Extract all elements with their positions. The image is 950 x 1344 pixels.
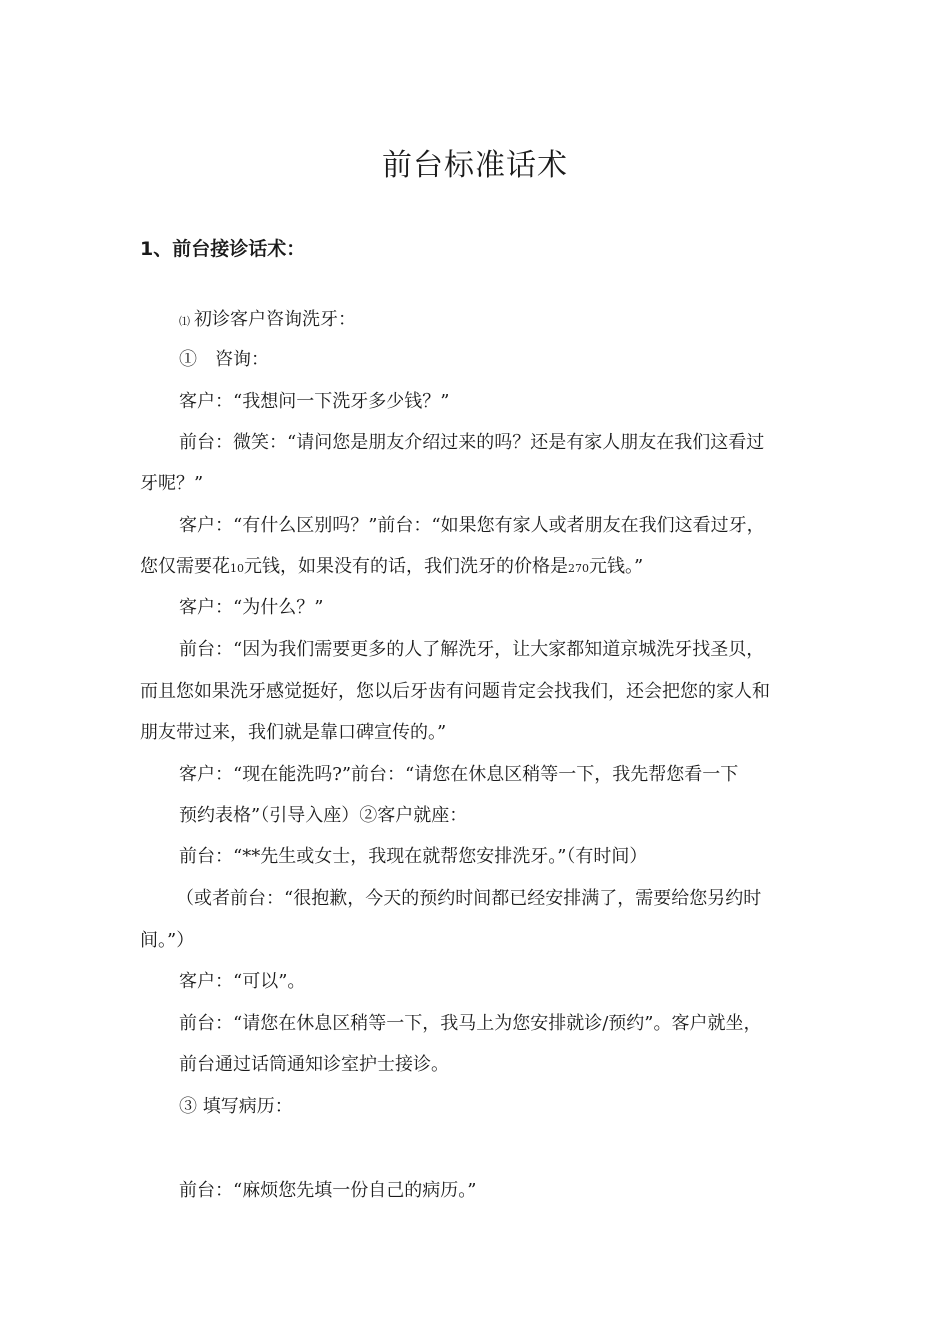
subsection-heading bbox=[179, 311, 356, 329]
paragraph-line bbox=[140, 558, 643, 576]
paragraph-line: 前台通过话筒通知诊室护士接诊。 bbox=[179, 1054, 449, 1075]
price-number: 10 bbox=[230, 562, 244, 575]
paragraph-line: 前台：“请您在休息区稍等一下，我马上为您安排就诊/预约”。客户就坐， bbox=[179, 1013, 762, 1034]
text-run: 元钱，如果没有的话，我们洗牙的价格是 bbox=[244, 556, 568, 577]
step-heading: ③ 填写病历： bbox=[179, 1096, 293, 1117]
paragraph-line: 前台：“**先生或女士，我现在就帮您安排洗牙。”（有时间） bbox=[179, 846, 648, 867]
paragraph-line: 前台：“麻烦您先填一份自己的病历。” bbox=[179, 1180, 477, 1201]
section-heading: 1、前台接诊话术： bbox=[140, 238, 306, 260]
subsection-marker: ⑴ bbox=[179, 315, 190, 328]
paragraph-line: 客户：“有什么区别吗？”前台：“如果您有家人或者朋友在我们这看过牙， bbox=[179, 515, 765, 536]
paragraph-line: 牙呢？” bbox=[140, 473, 204, 494]
paragraph-line: 客户：“我想问一下洗牙多少钱？” bbox=[179, 391, 450, 412]
text-run: 您仅需要花 bbox=[140, 556, 230, 577]
paragraph-line: 而且您如果洗牙感觉挺好，您以后牙齿有问题肯定会找我们，还会把您的家人和 bbox=[140, 681, 770, 702]
text-run: 元钱。” bbox=[589, 556, 644, 577]
step-heading: ① 咨询： bbox=[179, 349, 269, 370]
price-number: 270 bbox=[568, 562, 589, 575]
paragraph-line: 朋友带过来，我们就是靠口碑宣传的。” bbox=[140, 722, 447, 743]
paragraph-line: 前台：微笑：“请问您是朋友介绍过来的吗？还是有家人朋友在我们这看过 bbox=[179, 432, 765, 453]
paragraph-line: 预约表格”（引导入座）②客户就座： bbox=[179, 805, 468, 826]
paragraph-line: 前台：“因为我们需要更多的人了解洗牙，让大家都知道京城洗牙找圣贝， bbox=[179, 639, 765, 660]
paragraph-line: 客户：“可以”。 bbox=[179, 971, 306, 992]
page-title: 前台标准话术 bbox=[382, 148, 568, 183]
paragraph-line: 间。”） bbox=[140, 930, 195, 951]
paragraph-line: 客户：“为什么？” bbox=[179, 597, 324, 618]
paragraph-line: 客户：“现在能洗吗?”前台：“请您在休息区稍等一下，我先帮您看一下 bbox=[179, 764, 739, 785]
subsection-text: 初诊客户咨询洗牙： bbox=[194, 309, 356, 330]
paragraph-line: （或者前台：“很抱歉，今天的预约时间都已经安排满了，需要给您另约时 bbox=[176, 888, 762, 909]
